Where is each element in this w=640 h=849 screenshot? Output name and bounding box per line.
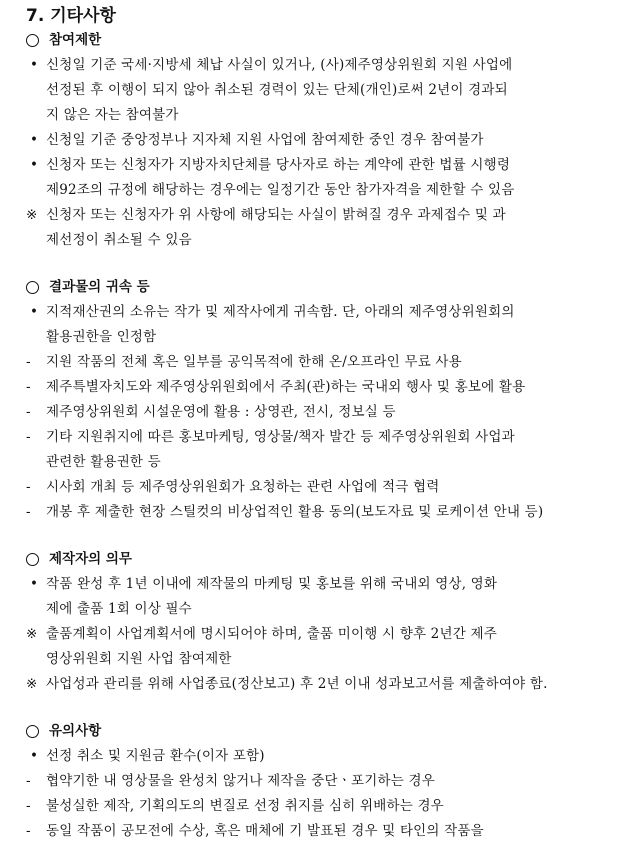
text-line: 불성실한 제작, 기획의도의 변질로 선정 취지를 심히 위배하는 경우	[46, 798, 444, 814]
list-item	[26, 475, 618, 500]
list-item-text	[46, 375, 618, 400]
list-item	[26, 300, 618, 350]
list-item	[26, 425, 618, 475]
section-heading-text: 유의사항	[49, 723, 102, 739]
list-item-text	[46, 53, 618, 128]
text-line: 시사회 개최 등 제주영상위원회가 요청하는 관련 사업에 적극 협력	[46, 479, 440, 495]
text-line: 사업성과 관리를 위해 사업종료(정산보고) 후 2년 이내 성과보고서를 제출하여야 함.	[46, 676, 548, 692]
dash-icon: -	[26, 773, 31, 789]
text-line: 협약기한 내 영상물을 완성치 않거나 제작을 중단ㆍ포기하는 경우	[46, 773, 435, 789]
list-item-text	[46, 300, 618, 350]
sections-container	[26, 28, 618, 844]
list-item	[26, 500, 618, 525]
text-line: 신청자 또는 신청자가 위 사항에 해당되는 사실이 밝혀질 경우 과제접수 및 과	[46, 207, 506, 223]
text-line: 기타 지원취지에 따른 홍보마케팅, 영상물/책자 발간 등 제주영상위원회 사업과	[46, 429, 515, 445]
list-item	[26, 672, 618, 697]
dash-icon: -	[26, 404, 31, 420]
text-line: 신청자 또는 신청자가 지방자치단체를 당사자로 하는 계약에 관한 법률 시행령	[46, 157, 511, 173]
list-item-text	[46, 769, 618, 794]
section-heading	[26, 28, 618, 53]
list-item-text	[46, 622, 618, 672]
dash-icon: -	[26, 823, 31, 839]
list-item-text	[46, 475, 618, 500]
dash-icon: -	[26, 429, 31, 445]
dash-icon: -	[26, 798, 31, 814]
section-heading-text: 제작자의 의무	[49, 551, 132, 567]
circle-bullet-icon	[26, 725, 39, 738]
list-item-text	[46, 153, 618, 203]
list-item	[26, 203, 618, 253]
dash-icon: -	[26, 379, 31, 395]
list-item	[26, 572, 618, 622]
list-item	[26, 375, 618, 400]
section-heading	[26, 547, 618, 572]
text-line: 제주특별자치도와 제주영상위원회에서 주최(관)하는 국내외 행사 및 홍보에 활용	[46, 379, 526, 395]
list-item	[26, 153, 618, 203]
list-item	[26, 350, 618, 375]
text-line: 관련한 활용권한 등	[46, 454, 161, 470]
bullet-icon: •	[30, 576, 39, 592]
text-line: 동일 작품이 공모전에 수상, 혹은 매체에 기 발표된 경우 및 타인의 작품을	[46, 823, 484, 839]
list-item-text	[46, 128, 618, 153]
list-item	[26, 794, 618, 819]
list-item-text	[46, 572, 618, 622]
section-heading-text: 결과물의 귀속 등	[49, 279, 150, 295]
dash-icon: -	[26, 479, 31, 495]
bullet-icon: •	[30, 304, 39, 320]
text-line: 신청일 기준 중앙정부나 지자체 지원 사업에 참여제한 중인 경우 참여불가	[46, 132, 484, 148]
list-item-text	[46, 350, 618, 375]
note-mark-icon: ※	[26, 676, 38, 692]
bullet-icon: •	[30, 132, 39, 148]
circle-bullet-icon	[26, 281, 39, 294]
bullet-icon: •	[30, 748, 39, 764]
list-item-text	[46, 672, 618, 697]
bullet-icon: •	[30, 57, 39, 73]
text-line: 제선정이 취소될 수 있음	[46, 232, 192, 248]
list-item	[26, 53, 618, 128]
list-item	[26, 622, 618, 672]
text-line: 선정된 후 이행이 되지 않아 취소된 경력이 있는 단체(개인)로써 2년이 경과되	[46, 82, 508, 98]
list-item-text	[46, 400, 618, 425]
list-item	[26, 128, 618, 153]
section-notes	[26, 719, 618, 844]
section-result-ownership	[26, 275, 618, 525]
text-line: 제에 출품 1회 이상 필수	[46, 601, 192, 617]
text-line: 제주영상위원회 시설운영에 활용 : 상영관, 전시, 정보실 등	[46, 404, 396, 420]
section-producer-obligation	[26, 547, 618, 697]
page-title: 7. 기타사항	[26, 6, 116, 26]
list-item-text	[46, 794, 618, 819]
list-item-text	[46, 203, 618, 253]
list-item-text	[46, 500, 618, 525]
section-heading	[26, 275, 618, 300]
text-line: 활용권한을 인정함	[46, 329, 157, 345]
text-line: 신청일 기준 국세·지방세 체납 사실이 있거나, (사)제주영상위원회 지원 사업에	[46, 57, 513, 73]
list-item	[26, 400, 618, 425]
note-mark-icon: ※	[26, 626, 38, 642]
list-item-text	[46, 744, 618, 769]
bullet-icon: •	[30, 157, 39, 173]
text-line: 지원 작품의 전체 혹은 일부를 공익목적에 한해 온/오프라인 무료 사용	[46, 354, 462, 370]
text-line: 개봉 후 제출한 현장 스틸컷의 비상업적인 활용 동의(보도자료 및 로케이션 안내 등)	[46, 504, 544, 520]
section-heading	[26, 719, 618, 744]
list-item-text	[46, 819, 618, 844]
list-item	[26, 819, 618, 844]
text-line: 작품 완성 후 1년 이내에 제작물의 마케팅 및 홍보를 위해 국내외 영상, 영화	[46, 576, 498, 592]
note-mark-icon: ※	[26, 207, 38, 223]
text-line: 제92조의 규정에 해당하는 경우에는 일정기간 동안 참가자격을 제한할 수 있음	[46, 182, 515, 198]
text-line: 출품계획이 사업계획서에 명시되어야 하며, 출품 미이행 시 향후 2년간 제주	[46, 626, 497, 642]
text-line: 지 않은 자는 참여불가	[46, 107, 179, 123]
circle-bullet-icon	[26, 34, 39, 47]
text-line: 선정 취소 및 지원금 환수(이자 포함)	[46, 748, 265, 764]
section-participation-restriction	[26, 28, 618, 253]
text-line: 지적재산권의 소유는 작가 및 제작사에게 귀속함. 단, 아래의 제주영상위원회의	[46, 304, 515, 320]
list-item	[26, 744, 618, 769]
dash-icon: -	[26, 354, 31, 370]
list-item	[26, 769, 618, 794]
list-item-text	[46, 425, 618, 475]
dash-icon: -	[26, 504, 31, 520]
section-heading-text: 참여제한	[49, 32, 102, 48]
text-line: 영상위원회 지원 사업 참여제한	[46, 651, 232, 667]
circle-bullet-icon	[26, 553, 39, 566]
